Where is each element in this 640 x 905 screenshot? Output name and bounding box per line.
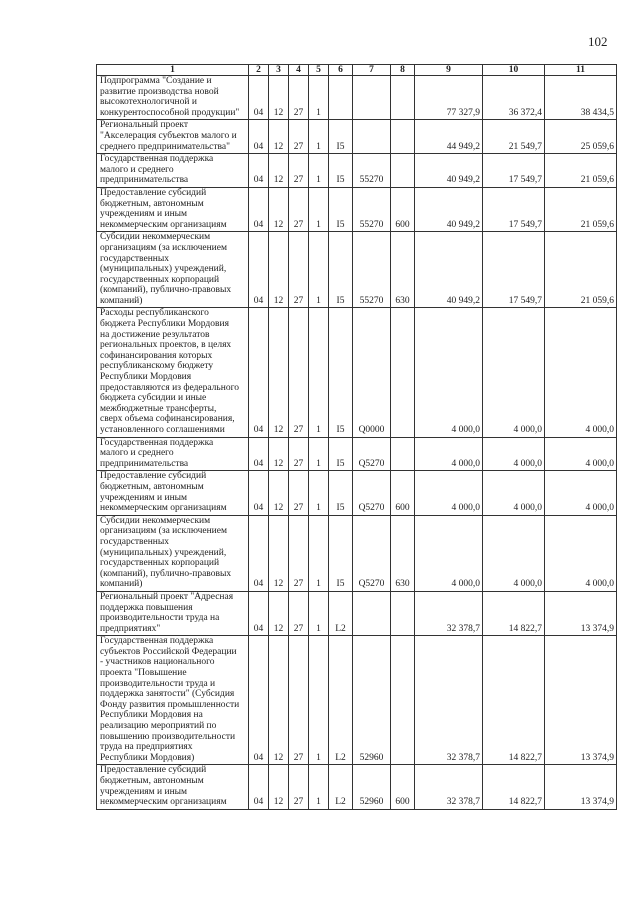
type-code-cell [391, 120, 415, 154]
subprogram-code-cell: 1 [309, 636, 329, 765]
program-code-cell: 27 [289, 187, 309, 231]
amount-cell-year3: 38 434,5 [545, 76, 617, 120]
table-row [97, 308, 617, 437]
section-code-cell: 04 [249, 515, 269, 591]
section-code-cell: 04 [249, 765, 269, 809]
project-code-cell: I5 [329, 120, 353, 154]
amount-cell-year2: 17 549,7 [483, 232, 545, 308]
type-code-cell [391, 636, 415, 765]
column-header-9: 9 [415, 65, 483, 76]
amount-cell-year1: 40 949,2 [415, 154, 483, 188]
type-code-cell [391, 591, 415, 635]
subprogram-code-cell: 1 [309, 187, 329, 231]
amount-cell-year1: 4 000,0 [415, 471, 483, 515]
amount-cell-year2: 17 549,7 [483, 154, 545, 188]
section-code-cell: 04 [249, 232, 269, 308]
column-header-10: 10 [483, 65, 545, 76]
type-code-cell [391, 76, 415, 120]
type-code-cell: 630 [391, 232, 415, 308]
type-code-cell: 630 [391, 515, 415, 591]
subsection-code-cell: 12 [269, 437, 289, 471]
table-row [97, 76, 617, 120]
section-code-cell: 04 [249, 154, 269, 188]
subsection-code-cell: 12 [269, 471, 289, 515]
subsection-code-cell: 12 [269, 591, 289, 635]
table-row [97, 187, 617, 231]
expense-code-cell [353, 120, 391, 154]
program-code-cell: 27 [289, 515, 309, 591]
amount-cell-year3: 4 000,0 [545, 471, 617, 515]
row-name-cell: Государственная поддержка малого и среднего предпринимательства [97, 154, 249, 188]
expense-code-cell [353, 76, 391, 120]
subprogram-code-cell: 1 [309, 76, 329, 120]
amount-cell-year3: 13 374,9 [545, 765, 617, 809]
subsection-code-cell: 12 [269, 636, 289, 765]
table-body [97, 76, 617, 810]
column-header-2: 2 [249, 65, 269, 76]
expense-code-cell: 55270 [353, 154, 391, 188]
amount-cell-year1: 4 000,0 [415, 515, 483, 591]
program-code-cell: 27 [289, 154, 309, 188]
row-name-cell: Государственная поддержка субъектов Российской Федерации - участников национального проекта "Повышение производительности труда и поддержка занятости" (Субсидия Фонду развития промышленности Республики Мордовия на реализацию мероприятий по повышению производительности труда на предприятиях Республики Мордовия) [97, 636, 249, 765]
expense-code-cell: Q0000 [353, 308, 391, 437]
subsection-code-cell: 12 [269, 187, 289, 231]
type-code-cell [391, 308, 415, 437]
amount-cell-year2: 21 549,7 [483, 120, 545, 154]
project-code-cell: I5 [329, 187, 353, 231]
column-header-3: 3 [269, 65, 289, 76]
subprogram-code-cell: 1 [309, 154, 329, 188]
program-code-cell: 27 [289, 591, 309, 635]
type-code-cell: 600 [391, 187, 415, 231]
amount-cell-year1: 32 378,7 [415, 636, 483, 765]
table-header-row [97, 65, 617, 76]
project-code-cell [329, 76, 353, 120]
project-code-cell: L2 [329, 591, 353, 635]
expense-code-cell: 52960 [353, 636, 391, 765]
row-name-cell: Государственная поддержка малого и среднего предпринимательства [97, 437, 249, 471]
table-row [97, 437, 617, 471]
table-row [97, 471, 617, 515]
amount-cell-year3: 4 000,0 [545, 515, 617, 591]
amount-cell-year2: 17 549,7 [483, 187, 545, 231]
amount-cell-year2: 4 000,0 [483, 471, 545, 515]
table-row [97, 232, 617, 308]
column-header-5: 5 [309, 65, 329, 76]
amount-cell-year1: 4 000,0 [415, 308, 483, 437]
amount-cell-year1: 40 949,2 [415, 187, 483, 231]
amount-cell-year3: 13 374,9 [545, 591, 617, 635]
amount-cell-year2: 4 000,0 [483, 515, 545, 591]
project-code-cell: I5 [329, 515, 353, 591]
program-code-cell: 27 [289, 636, 309, 765]
subsection-code-cell: 12 [269, 76, 289, 120]
amount-cell-year1: 32 378,7 [415, 765, 483, 809]
amount-cell-year3: 13 374,9 [545, 636, 617, 765]
program-code-cell: 27 [289, 120, 309, 154]
expense-code-cell: 52960 [353, 765, 391, 809]
row-name-cell: Предоставление субсидий бюджетным, автономным учреждениям и иным некоммерческим организациям [97, 187, 249, 231]
subsection-code-cell: 12 [269, 154, 289, 188]
project-code-cell: I5 [329, 471, 353, 515]
row-name-cell: Предоставление субсидий бюджетным, автономным учреждениям и иным некоммерческим организациям [97, 471, 249, 515]
section-code-cell: 04 [249, 591, 269, 635]
column-header-6: 6 [329, 65, 353, 76]
section-code-cell: 04 [249, 187, 269, 231]
amount-cell-year3: 21 059,6 [545, 154, 617, 188]
row-name-cell: Региональный проект "Адресная поддержка повышения производительности труда на предприятиях" [97, 591, 249, 635]
section-code-cell: 04 [249, 437, 269, 471]
table-row [97, 591, 617, 635]
expense-code-cell: 55270 [353, 187, 391, 231]
table-row [97, 636, 617, 765]
subsection-code-cell: 12 [269, 232, 289, 308]
amount-cell-year3: 21 059,6 [545, 232, 617, 308]
section-code-cell: 04 [249, 76, 269, 120]
row-name-cell: Предоставление субсидий бюджетным, автономным учреждениям и иным некоммерческим организациям [97, 765, 249, 809]
subprogram-code-cell: 1 [309, 308, 329, 437]
row-name-cell: Подпрограмма "Создание и развитие производства новой высокотехнологичной и конкурентоспособной продукции" [97, 76, 249, 120]
type-code-cell [391, 437, 415, 471]
subsection-code-cell: 12 [269, 515, 289, 591]
amount-cell-year1: 77 327,9 [415, 76, 483, 120]
column-header-11: 11 [545, 65, 617, 76]
expense-code-cell [353, 591, 391, 635]
program-code-cell: 27 [289, 437, 309, 471]
section-code-cell: 04 [249, 636, 269, 765]
amount-cell-year1: 40 949,2 [415, 232, 483, 308]
row-name-cell: Субсидии некоммерческим организациям (за исключением государственных (муниципальных) учреждений, государственных корпораций (компаний), публично-правовых компаний) [97, 515, 249, 591]
project-code-cell: I5 [329, 308, 353, 437]
program-code-cell: 27 [289, 76, 309, 120]
subprogram-code-cell: 1 [309, 437, 329, 471]
amount-cell-year2: 14 822,7 [483, 591, 545, 635]
column-header-7: 7 [353, 65, 391, 76]
expense-code-cell: Q5270 [353, 515, 391, 591]
project-code-cell: I5 [329, 232, 353, 308]
project-code-cell: I5 [329, 437, 353, 471]
program-code-cell: 27 [289, 308, 309, 437]
amount-cell-year1: 44 949,2 [415, 120, 483, 154]
table-row [97, 765, 617, 809]
subsection-code-cell: 12 [269, 120, 289, 154]
amount-cell-year3: 4 000,0 [545, 308, 617, 437]
amount-cell-year1: 4 000,0 [415, 437, 483, 471]
program-code-cell: 27 [289, 232, 309, 308]
program-code-cell: 27 [289, 765, 309, 809]
section-code-cell: 04 [249, 471, 269, 515]
amount-cell-year3: 4 000,0 [545, 437, 617, 471]
type-code-cell [391, 154, 415, 188]
program-code-cell: 27 [289, 471, 309, 515]
project-code-cell: L2 [329, 765, 353, 809]
row-name-cell: Расходы республиканского бюджета Республики Мордовия на достижение результатов региональных проектов, в целях софинансирования которых республиканскому бюджету Республики Мордовия предоставляются из федерального бюджета субсидии и иные межбюджетные трансферты, сверх объема софинансирования, установленного соглашениями [97, 308, 249, 437]
amount-cell-year1: 32 378,7 [415, 591, 483, 635]
subsection-code-cell: 12 [269, 765, 289, 809]
subprogram-code-cell: 1 [309, 471, 329, 515]
amount-cell-year2: 14 822,7 [483, 765, 545, 809]
table-row [97, 154, 617, 188]
subprogram-code-cell: 1 [309, 232, 329, 308]
table-row [97, 515, 617, 591]
amount-cell-year2: 4 000,0 [483, 437, 545, 471]
project-code-cell: L2 [329, 636, 353, 765]
column-header-1: 1 [97, 65, 249, 76]
amount-cell-year2: 14 822,7 [483, 636, 545, 765]
amount-cell-year2: 36 372,4 [483, 76, 545, 120]
amount-cell-year3: 21 059,6 [545, 187, 617, 231]
type-code-cell: 600 [391, 765, 415, 809]
section-code-cell: 04 [249, 120, 269, 154]
column-header-4: 4 [289, 65, 309, 76]
subsection-code-cell: 12 [269, 308, 289, 437]
subprogram-code-cell: 1 [309, 765, 329, 809]
expense-code-cell: Q5270 [353, 437, 391, 471]
column-header-8: 8 [391, 65, 415, 76]
project-code-cell: I5 [329, 154, 353, 188]
subprogram-code-cell: 1 [309, 120, 329, 154]
row-name-cell: Субсидии некоммерческим организациям (за исключением государственных (муниципальных) учреждений, государственных корпораций (компаний), публично-правовых компаний) [97, 232, 249, 308]
amount-cell-year3: 25 059,6 [545, 120, 617, 154]
table-row [97, 120, 617, 154]
amount-cell-year2: 4 000,0 [483, 308, 545, 437]
type-code-cell: 600 [391, 471, 415, 515]
expense-code-cell: Q5270 [353, 471, 391, 515]
subprogram-code-cell: 1 [309, 515, 329, 591]
row-name-cell: Региональный проект "Акселерация субъектов малого и среднего предпринимательства" [97, 120, 249, 154]
budget-table [96, 64, 617, 810]
expense-code-cell: 55270 [353, 232, 391, 308]
subprogram-code-cell: 1 [309, 591, 329, 635]
page-number: 102 [588, 34, 608, 49]
section-code-cell: 04 [249, 308, 269, 437]
